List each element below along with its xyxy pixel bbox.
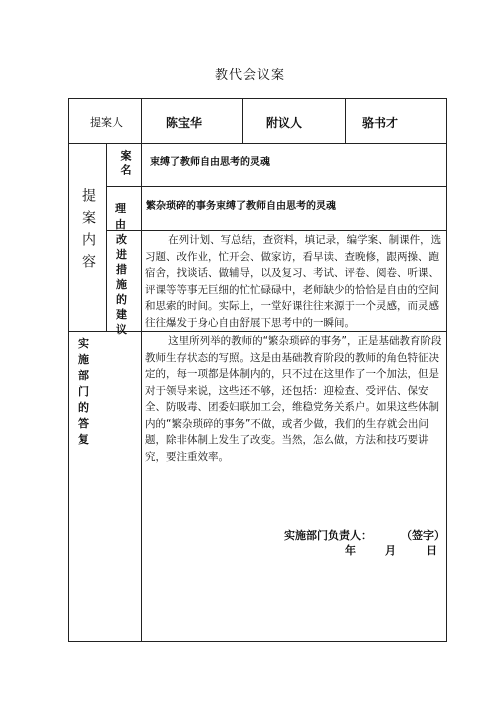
- date-year-label: 年: [345, 544, 356, 557]
- proposal-sub-divider: [141, 143, 142, 331]
- table-border-right: [446, 98, 447, 642]
- date-month-label: 月: [385, 544, 396, 557]
- seconder-label: 附议人: [266, 116, 303, 130]
- case-label: 案名: [119, 150, 132, 178]
- header-row-bottom: [68, 143, 447, 144]
- improve-label: 改进措施的建议: [116, 233, 127, 336]
- proposer-name: 陈宝华: [166, 116, 203, 130]
- signature-label: （签字）: [401, 529, 445, 542]
- improve-value: 在列计划、写总结，查资料，填记录，编学案、制课件，选习题、改作业，忙开会、做家访，看早读、查晚修，跟两操、跑宿舍，找谈话、做辅导，以及复习、考试、评卷、阅卷、听课、评课等等事无巨细的忙忙碌碌中，老师缺少的恰恰是自由的空间和思索的时间。实际上，一堂好课往往来源于一个灵感，而灵感往往爆发于身心自由舒展下思考中的一瞬间。: [145, 234, 442, 329]
- table-border-top: [68, 98, 447, 99]
- signer-label: 实施部门负责人：: [284, 529, 372, 542]
- proposal-col-divider: [106, 143, 107, 331]
- header-divider-3: [345, 98, 346, 143]
- document-title: 教代会议案: [214, 68, 285, 83]
- seconder-name: 骆书才: [362, 116, 399, 130]
- date-day-label: 日: [426, 544, 437, 557]
- header-divider-1: [141, 98, 142, 143]
- proposer-label: 提案人: [90, 116, 123, 129]
- case-row-bottom: [106, 186, 447, 187]
- reason-label: 理由: [115, 202, 126, 231]
- reply-text: 这里所列举的教师的“繁杂琐碎的事务”，正是基础教育阶段教师生存状态的写照。这是由基础教育阶段的教师的角色特征决定的，每一项都是体制内的，只不过在这里作了一个加法，但是对于领导来说，这些还不够，还包括：迎检查、受评估、保安全、防吸毒、团委妇联加工会，维稳党务关系户。如果这些体制内的“繁杂琐碎的事务”不做，或者少做，我们的生存就会出问题，除非体制上发生了改变。当然，怎么做，方法和技巧要讲究，要注重效率。: [145, 335, 442, 463]
- case-value: 束缚了教师自由思考的灵魂: [150, 157, 270, 168]
- header-divider-2: [242, 98, 243, 143]
- reply-col-divider: [141, 331, 142, 642]
- table-border-bottom: [68, 641, 447, 642]
- reply-section-label: 实施部门的答复: [78, 337, 89, 446]
- reason-value: 繁杂琐碎的事务束缚了教师自由思考的灵魂: [146, 201, 336, 212]
- proposal-section-label: 提案内容: [80, 188, 96, 276]
- reason-row-bottom: [106, 230, 447, 231]
- table-border-left: [68, 98, 69, 642]
